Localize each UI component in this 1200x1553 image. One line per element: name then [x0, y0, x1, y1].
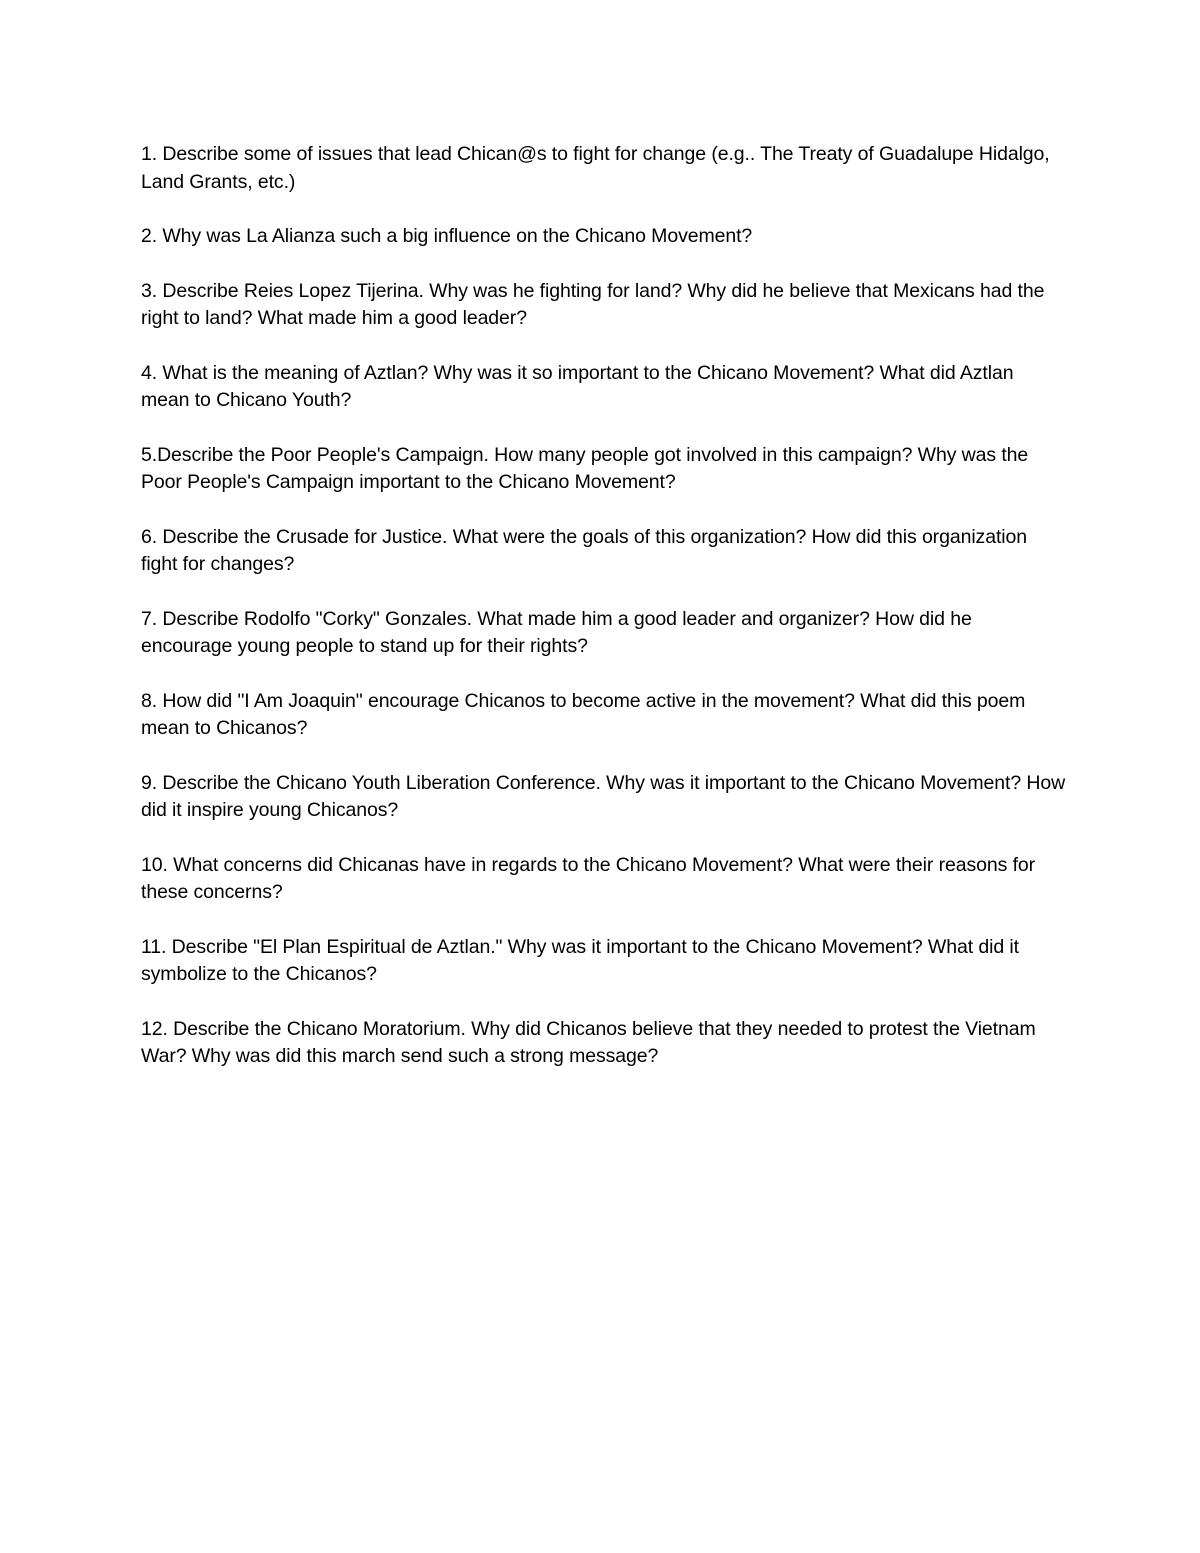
question-list	[141, 141, 1066, 1098]
question-1: 1. Describe some of issues that lead Chican@s to fight for change (e.g.. The Treaty of Guadalupe Hidalgo, Land Grants, etc.)	[141, 143, 1050, 193]
question-12: 12. Describe the Chicano Moratorium. Why did Chicanos believe that they needed to protest the Vietnam War? Why was did this march send such a strong message?	[141, 1017, 1036, 1067]
question-2: 2. Why was La Alianza such a big influence on the Chicano Movement?	[141, 225, 753, 247]
question-7: 7. Describe Rodolfo "Corky" Gonzales. What made him a good leader and organizer? How did he encourage young people to stand up for their rights?	[141, 607, 972, 657]
question-5: 5.Describe the Poor People's Campaign. How many people got involved in this campaign? Why was the Poor People's Campaign important to the Chicano Movement?	[141, 443, 1029, 493]
question-9: 9. Describe the Chicano Youth Liberation Conference. Why was it important to the Chicano Movement? How did it inspire young Chicanos?	[141, 771, 1066, 821]
question-8: 8. How did "I Am Joaquin" encourage Chicanos to become active in the movement? What did this poem mean to Chicanos?	[141, 689, 1026, 739]
question-6: 6. Describe the Crusade for Justice. What were the goals of this organization? How did this organization fight for changes?	[141, 525, 1027, 575]
question-10: 10. What concerns did Chicanas have in regards to the Chicano Movement? What were their reasons for these concerns?	[141, 853, 1036, 903]
question-11: 11. Describe "El Plan Espiritual de Aztlan." Why was it important to the Chicano Movement? What did it symbolize to the Chicanos?	[141, 935, 1019, 985]
question-3: 3. Describe Reies Lopez Tijerina. Why was he fighting for land? Why did he believe that Mexicans had the right to land? What made him a good leader?	[141, 279, 1045, 329]
question-4: 4. What is the meaning of Aztlan? Why was it so important to the Chicano Movement? What did Aztlan mean to Chicano Youth?	[141, 361, 1014, 411]
